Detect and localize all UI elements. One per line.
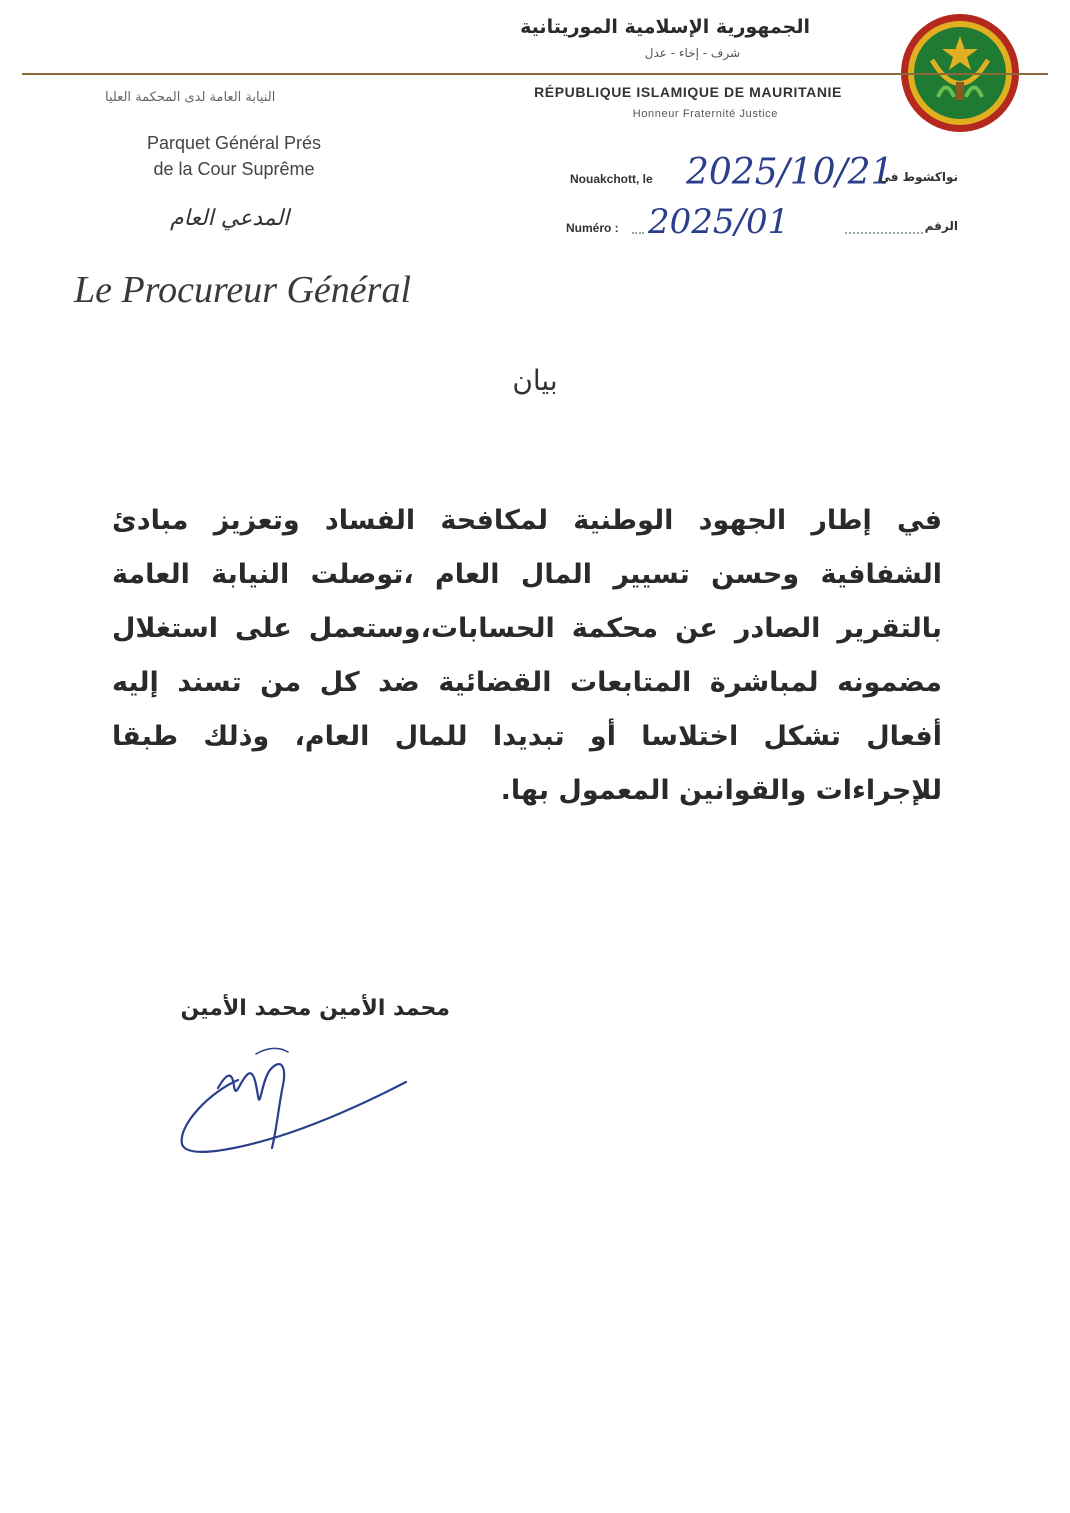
prosecutor-title-fr: Le Procureur Général [74, 269, 412, 311]
number-dots-right [845, 232, 923, 234]
number-label-fr: Numéro : [566, 221, 619, 235]
document-title: بيان [512, 364, 558, 397]
office-name-fr-line2: de la Cour Suprême [153, 159, 315, 179]
number-label-ar: الرقم [924, 219, 958, 233]
office-name-fr-line1: Parquet Général Prés [146, 133, 322, 153]
header-rule [22, 73, 1048, 75]
republic-name-fr: RÉPUBLIQUE ISLAMIQUE DE MAURITANIE [534, 84, 842, 100]
republic-name-ar: الجمهورية الإسلامية الموريتانية [520, 16, 810, 38]
date-value: 2025/10/21 [686, 152, 894, 193]
date-label-fr: Nouakchott, le [570, 172, 653, 186]
office-name-ar: النيابة العامة لدى المحكمة العليا [105, 90, 276, 105]
motto-ar: شرف - إخاء - عدل [644, 46, 740, 60]
number-dots-left [632, 232, 644, 234]
number-value: 2025/01 [648, 202, 790, 242]
signer-name: محمد الأمين محمد الأمين [180, 996, 450, 1021]
date-label-ar: نواكشوط في [878, 170, 958, 184]
statement-body: في إطار الجهود الوطنية لمكافحة الفساد وتعزيز مبادئ الشفافية وحسن تسيير المال العام ،توصلت النيابة العامة بالتقرير الصادر عن محكمة الحسابات،وستعمل على استغلال مضمونه لمباشرة المتابعات القضائية ضد كل من تسند إليه أفعال تشكل اختلاسا أو تبديدا للمال العام، وذلك طبقا للإجراءات والقوانين المعمول بها. [112, 505, 942, 806]
office-name-fr [118, 130, 350, 182]
handwritten-signature [170, 1040, 420, 1160]
prosecutor-title-ar: المدعي العام [170, 206, 290, 231]
motto-fr: Honneur Fraternité Justice [632, 108, 778, 120]
